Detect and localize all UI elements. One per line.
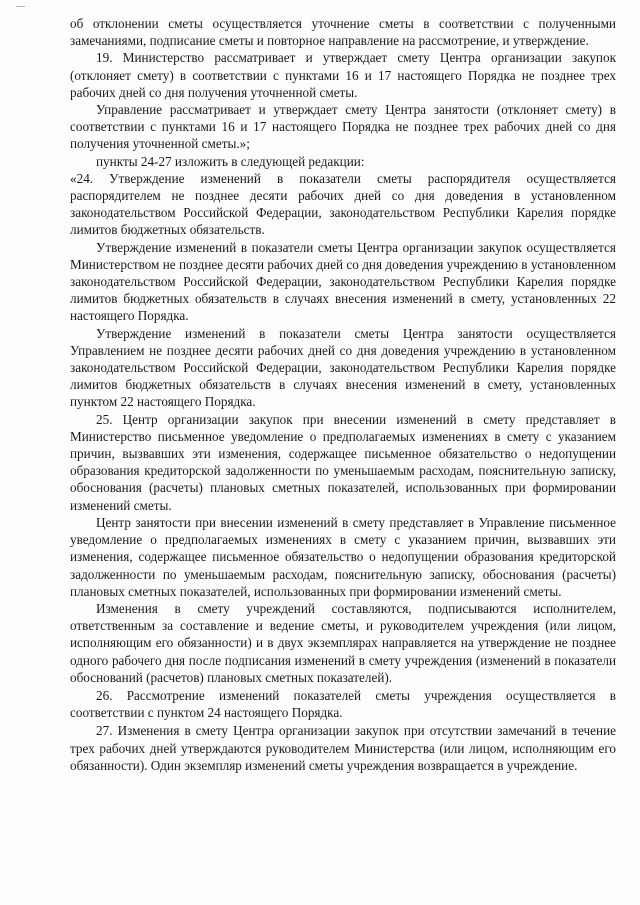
paragraph-item-19: 19. Министерство рассматривает и утверждает смету Центра организации закупок (отклоняет смету) в соответствии с пунктами 16 и 17 настоящего Порядка не позднее трех рабочих дней со дня получения уточненной сметы. [70, 50, 616, 100]
paragraph-item-26: 26. Рассмотрение изменений показателей сметы учреждения осуществляется в соответствии с пунктом 24 настоящего Порядка. [70, 687, 616, 721]
paragraph-item-27: 27. Изменения в смету Центра организации закупок при отсутствии замечаний в течение трех рабочих дней утверждаются руководителем Министерства (или лицом, исполняющим его обязанности). Один экземпляр изменений сметы учреждения возвращается в учреждение. [70, 723, 616, 773]
scan-artifact-mark [16, 6, 25, 7]
paragraph-item-25-employment: Центр занятости при внесении изменений в смету представляет в Управление письменное уведомление о предполагаемых изменениях в смету с указанием причин, вызвавших эти изменения, содержащее письменное обязательство о недопущении образования кредиторской задолженности по уменьшаемым расходам, пояснительную записку, обоснования (расчеты) плановых сметных показателей, использованных при формировании изменений сметы. [70, 514, 616, 599]
paragraph-item-25-changes: Изменения в смету учреждений составляются, подписываются исполнителем, ответственным за составление и ведение сметы, и руководителем учреждения (или лицом, исполняющим его обязанности) и в двух экземплярах направляется на утверждение не позднее одного рабочего дня после подписания изменений в смету учреждения (изменений в показатели обоснований (расчетов) плановых сметных показателей). [70, 600, 616, 685]
paragraph-amendment-intro: пункты 24-27 изложить в следующей редакции: [96, 153, 365, 169]
document-body [70, 15, 616, 774]
paragraph-item-24-procurement: Утверждение изменений в показатели сметы Центра организации закупок осуществляется Министерством не позднее десяти рабочих дней со дня доведения учреждению в установленном законодательством Российской Федерации, законодательством Республики Карелия порядке лимитов бюджетных обязательств в случаях внесения изменений в смету, установленных 22 настоящего Порядка. [70, 239, 616, 324]
paragraph-item-24-employment: Утверждение изменений в показатели сметы Центра занятости осуществляется Управлением не позднее десяти рабочих дней со дня доведения учреждению в установленном законодательством Российской Федерации, законодательством Республики Карелия порядке лимитов бюджетных обязательств в случаях внесения изменений в смету, установленных пунктом 22 настоящего Порядка. [70, 325, 616, 410]
paragraph-continuation: об отклонении сметы осуществляется уточнение сметы в соответствии с полученными замечаниями, подписание сметы и повторное направление на рассмотрение, и утверждение. [70, 16, 616, 49]
paragraph-management-approval: Управление рассматривает и утверждает смету Центра занятости (отклоняет смету) в соответствии с пунктами 16 и 17 настоящего Порядка не позднее трех рабочих дней со дня получения уточненной сметы.»; [70, 102, 616, 152]
paragraph-item-25: 25. Центр организации закупок при внесении изменений в смету представляет в Министерство письменное уведомление о предполагаемых изменениях в смету с указанием причин, вызвавших эти изменения, содержащее письменное обязательство о недопущении образования кредиторской задолженности по уменьшаемым расходам, пояснительную записку, обоснования (расчеты) плановых сметных показателей, использованных при формировании изменений сметы. [70, 411, 616, 513]
paragraph-item-24: «24. Утверждение изменений в показатели сметы распорядителя осуществляется распорядителем не позднее десяти рабочих дней со дня доведения в установленном законодательством Российской Федерации, законодательством Республики Карелия порядке лимитов бюджетных обязательств. [70, 170, 616, 238]
